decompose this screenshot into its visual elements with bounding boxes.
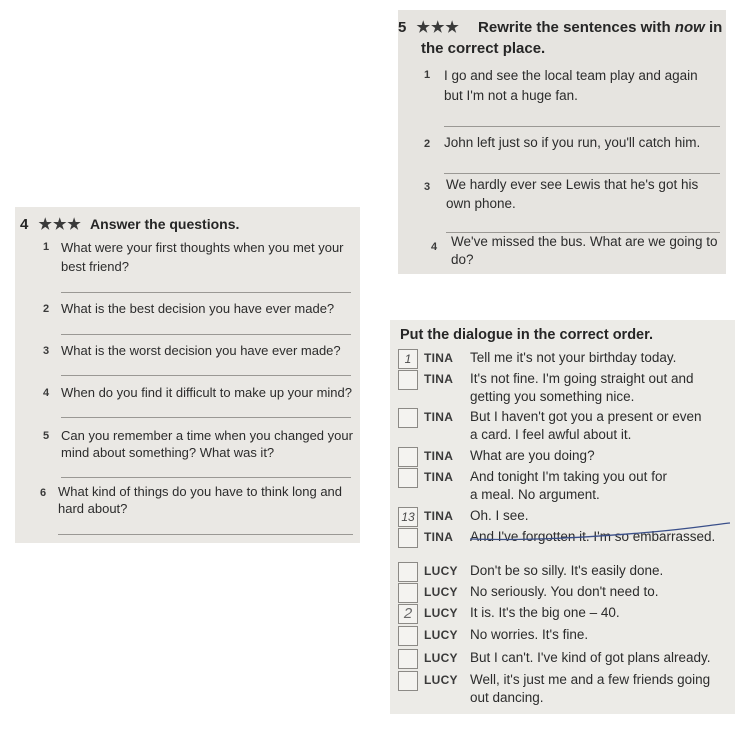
speaker-label: LUCY bbox=[424, 673, 458, 687]
order-box[interactable] bbox=[398, 604, 418, 624]
exercise-5-title-em: now bbox=[674, 19, 705, 36]
speaker-label: TINA bbox=[424, 372, 454, 386]
dialogue-photo bbox=[390, 320, 735, 714]
dialogue-line bbox=[390, 671, 735, 705]
ex4-item-5-line1: Can you remember a time when you changed your bbox=[61, 428, 353, 443]
ex5-item-number: 1 bbox=[424, 69, 431, 81]
order-box[interactable] bbox=[398, 562, 418, 582]
order-box[interactable] bbox=[398, 447, 418, 467]
dialogue-line bbox=[390, 349, 735, 369]
ex4-item-2-line1: What is the best decision you have ever made? bbox=[61, 301, 335, 316]
ex4-item-1-line1: What were your first thoughts when you met your bbox=[61, 240, 344, 255]
order-box[interactable] bbox=[398, 671, 418, 691]
exercise-5-title-pre: Rewrite the sentences with bbox=[478, 19, 675, 36]
answer-line bbox=[61, 417, 351, 418]
answer-line bbox=[444, 173, 720, 174]
speaker-label: TINA bbox=[424, 351, 454, 365]
ex5-item-1-line1: I go and see the local team play and again bbox=[444, 68, 698, 83]
dialogue-line bbox=[390, 447, 735, 467]
dialogue-text: Don't be so silly. It's easily done. bbox=[470, 563, 664, 578]
pen-underline-stroke bbox=[470, 515, 730, 545]
ex4-item-number: 4 bbox=[43, 387, 50, 399]
speaker-label: TINA bbox=[424, 509, 454, 523]
dialogue-text: But I can't. I've kind of got plans already. bbox=[470, 650, 711, 665]
ex5-item-3-line1: We hardly ever see Lewis that he's got his bbox=[446, 177, 699, 192]
ex5-item-4-line1: We've missed the bus. What are we going to bbox=[451, 234, 718, 249]
dialogue-text: It's not fine. I'm going straight out and bbox=[470, 371, 694, 386]
dialogue-line bbox=[390, 626, 735, 646]
ex4-item-number: 3 bbox=[43, 345, 50, 357]
dialogue-text-cont: out dancing. bbox=[470, 690, 544, 705]
dialogue-text-cont: a meal. No argument. bbox=[470, 487, 600, 502]
exercise-5-heading bbox=[398, 18, 726, 37]
speaker-label: LUCY bbox=[424, 651, 458, 665]
order-value bbox=[399, 627, 417, 645]
order-value bbox=[399, 409, 417, 427]
order-box[interactable] bbox=[398, 370, 418, 390]
speaker-label: LUCY bbox=[424, 628, 458, 642]
speaker-label: LUCY bbox=[424, 606, 458, 620]
exercise-4-heading bbox=[20, 215, 239, 234]
answer-line bbox=[444, 126, 720, 127]
dialogue-text: No worries. It's fine. bbox=[470, 627, 589, 642]
exercise-5-faint-star: ★ bbox=[445, 19, 460, 36]
order-box[interactable] bbox=[398, 507, 418, 527]
dialogue-line bbox=[390, 408, 735, 442]
ex5-item-1-line2: but I'm not a huge fan. bbox=[444, 88, 578, 103]
dialogue-text-cont: a card. I feel awful about it. bbox=[470, 427, 632, 442]
answer-line bbox=[58, 534, 353, 535]
speaker-label: TINA bbox=[424, 449, 454, 463]
exercise-4-stars: ★★★ bbox=[38, 216, 82, 233]
order-box[interactable] bbox=[398, 583, 418, 603]
dialogue-title: Put the dialogue in the correct order. bbox=[400, 327, 653, 343]
order-box[interactable] bbox=[398, 649, 418, 669]
ex5-item-number: 4 bbox=[431, 241, 438, 253]
order-value bbox=[399, 448, 417, 466]
dialogue-text: And I've forgotten it. I'm so embarrassed. bbox=[470, 529, 716, 544]
ex4-item-number: 6 bbox=[40, 487, 47, 499]
speaker-label: TINA bbox=[424, 530, 454, 544]
dialogue-text: And tonight I'm taking you out for bbox=[470, 469, 667, 484]
ex4-item-4-line1: When do you find it difficult to make up your mind? bbox=[61, 385, 352, 400]
order-value: 1 bbox=[404, 352, 412, 366]
ex5-item-number: 3 bbox=[424, 181, 431, 193]
order-value: 13 bbox=[401, 510, 415, 524]
dialogue-text-cont: getting you something nice. bbox=[470, 389, 635, 404]
ex4-item-number: 5 bbox=[43, 430, 50, 442]
ex4-item-3-line1: What is the worst decision you have ever made? bbox=[61, 343, 341, 358]
dialogue-line bbox=[390, 562, 735, 582]
exercise-5-stars: ★★ bbox=[416, 19, 446, 36]
speaker-label: TINA bbox=[424, 470, 454, 484]
ex4-item-number: 1 bbox=[43, 241, 50, 253]
order-value bbox=[399, 650, 417, 668]
dialogue-text: What are you doing? bbox=[470, 448, 595, 463]
order-value bbox=[399, 563, 417, 581]
dialogue-line bbox=[390, 649, 735, 669]
ex5-item-number: 2 bbox=[424, 138, 431, 150]
dialogue-text: No seriously. You don't need to. bbox=[470, 584, 659, 599]
order-box[interactable] bbox=[398, 528, 418, 548]
order-box[interactable] bbox=[398, 408, 418, 428]
exercise-4-number: 4 bbox=[20, 216, 29, 233]
dialogue-text: It is. It's the big one – 40. bbox=[470, 605, 620, 620]
answer-line bbox=[61, 375, 351, 376]
dialogue-line bbox=[390, 468, 735, 502]
answer-line bbox=[61, 334, 351, 335]
dialogue-line bbox=[390, 583, 735, 603]
ex5-item-3-line2: own phone. bbox=[446, 196, 516, 211]
ex5-item-2-line1: John left just so if you run, you'll catch him. bbox=[444, 135, 701, 150]
exercise-5-title-line2: the correct place. bbox=[421, 40, 546, 57]
answer-line bbox=[61, 477, 351, 478]
order-value bbox=[399, 672, 417, 690]
order-value bbox=[399, 371, 417, 389]
exercise-4-photo bbox=[15, 207, 360, 543]
ex4-item-6-line2: hard about? bbox=[58, 501, 128, 516]
speaker-label: LUCY bbox=[424, 585, 458, 599]
dialogue-text: But I haven't got you a present or even bbox=[470, 409, 702, 424]
dialogue-line bbox=[390, 370, 735, 404]
ex4-item-1-line2: best friend? bbox=[61, 259, 129, 274]
order-value bbox=[399, 469, 417, 487]
exercise-4-title: Answer the questions. bbox=[90, 216, 240, 232]
order-value bbox=[399, 584, 417, 602]
ex4-item-5-line2: mind about something? What was it? bbox=[61, 445, 275, 460]
dialogue-text: Oh. I see. bbox=[470, 508, 529, 523]
dialogue-line bbox=[390, 604, 735, 624]
order-box[interactable] bbox=[398, 468, 418, 488]
speaker-label: TINA bbox=[424, 410, 454, 424]
answer-line bbox=[61, 292, 351, 293]
ex4-item-6-line1: What kind of things do you have to think long and bbox=[58, 484, 343, 499]
order-box[interactable] bbox=[398, 349, 418, 369]
exercise-5-number: 5 bbox=[398, 19, 407, 36]
order-value bbox=[399, 529, 417, 547]
order-box[interactable] bbox=[398, 626, 418, 646]
order-value: 2 bbox=[403, 605, 413, 622]
exercise-5-title-post: in bbox=[704, 19, 723, 36]
dialogue-text: Tell me it's not your birthday today. bbox=[470, 350, 677, 365]
dialogue-text: Well, it's just me and a few friends going bbox=[470, 672, 711, 687]
ex4-item-number: 2 bbox=[43, 303, 50, 315]
exercise-5-photo bbox=[398, 10, 726, 274]
speaker-label: LUCY bbox=[424, 564, 458, 578]
ex5-item-4-line2: do? bbox=[451, 252, 474, 267]
